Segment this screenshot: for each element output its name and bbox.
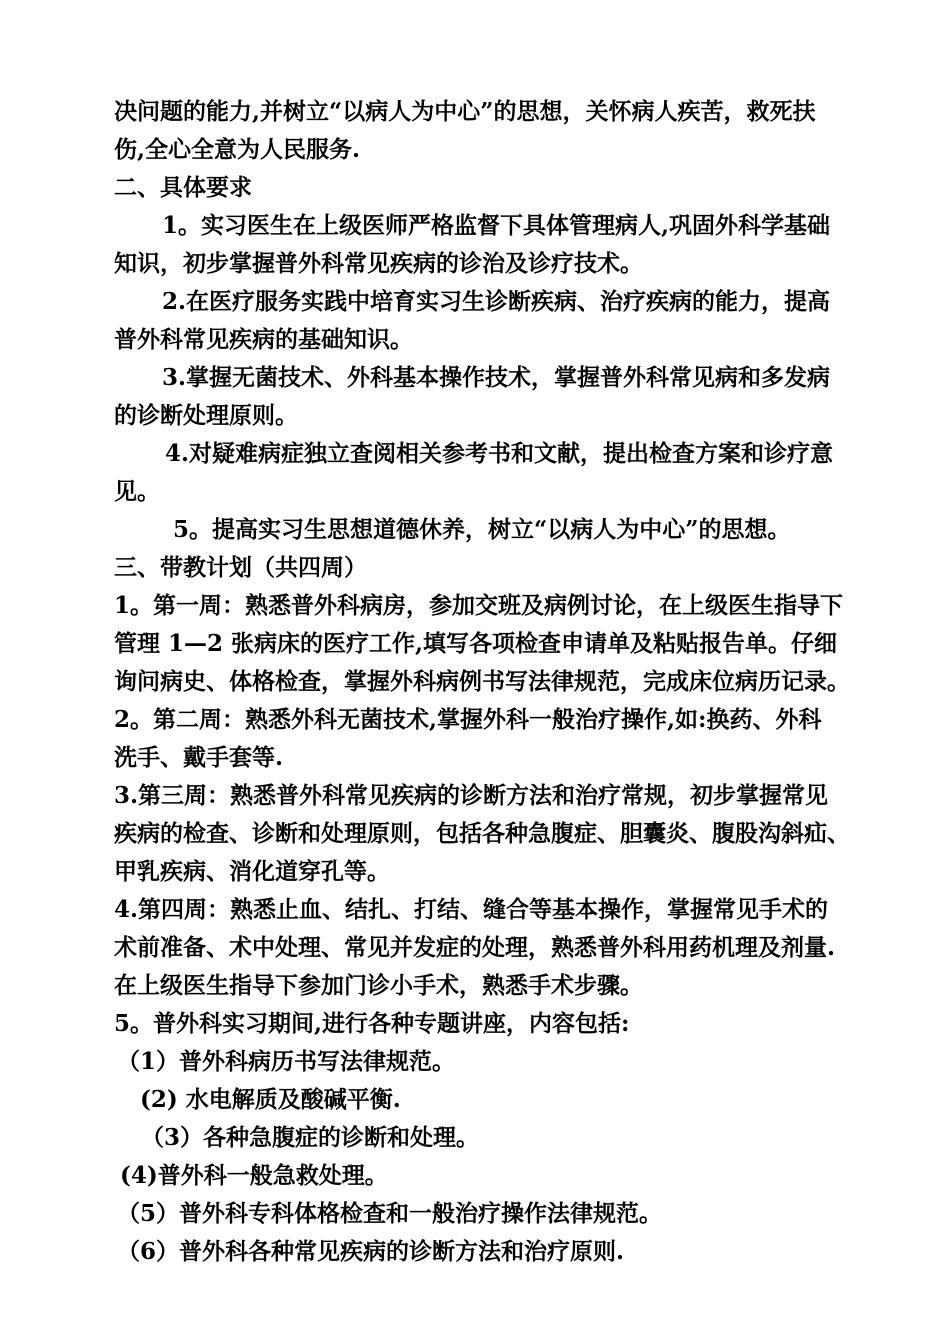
text-line: 的诊断处理原则。	[114, 402, 298, 429]
section-heading: 二、具体要求	[114, 174, 252, 201]
requirement-item: 2.在医疗服务实践中培育实习生诊断疾病、治疗疾病的能力，提高	[162, 288, 831, 315]
requirement-item: 1。实习医生在上级医师严格监督下具体管理病人,巩固外科学基础	[162, 212, 831, 239]
requirement-item: 4.对疑难病症独立查阅相关参考书和文献，提出检查方案和诊疗意	[165, 440, 834, 467]
text-line: 询问病史、体格检查，掌握外科病例书写法律规范，完成床位病历记录。	[114, 668, 850, 695]
text-line: 伤,全心全意为人民服务.	[114, 136, 361, 163]
lecture-item: （6）普外科各种常见疾病的诊断方法和治疗原则.	[117, 1238, 625, 1265]
text-line: 在上级医生指导下参加门诊小手术，熟悉手术步骤。	[114, 972, 643, 999]
text-line: 洗手、戴手套等.	[114, 744, 284, 771]
lecture-item: (2) 水电解质及酸碱平衡.	[140, 1086, 401, 1113]
lecture-item: （3）各种急腹症的诊断和处理。	[141, 1124, 480, 1151]
text-line: 知识，初步掌握普外科常见疾病的诊治及诊疗技术。	[114, 250, 643, 277]
text-line: 普外科常见疾病的基础知识。	[114, 326, 413, 353]
lecture-item: (4)普外科一般急救处理。	[120, 1162, 388, 1189]
text-line: 见。	[114, 478, 160, 505]
plan-item: 1。第一周：熟悉普外科病房，参加交班及病例讨论，在上级医生指导下	[114, 592, 844, 619]
plan-item: 2。第二周：熟悉外科无菌技术,掌握外科一般治疗操作,如:换药、外科	[114, 706, 822, 733]
requirement-item: 5。提高实习生思想道德休养，树立“以病人为中心”的思想。	[173, 516, 791, 543]
requirement-item: 3.掌握无菌技术、外科基本操作技术，掌握普外科常见病和多发病	[162, 364, 831, 391]
text-line: 决问题的能力,并树立“以病人为中心”的思想，关怀病人疾苦，救死扶	[114, 98, 816, 125]
plan-item: 5。普外科实习期间,进行各种专题讲座，内容包括:	[114, 1010, 630, 1037]
plan-item: 4.第四周：熟悉止血、结扎、打结、缝合等基本操作，掌握常见手术的	[114, 896, 829, 923]
text-line: 疾病的检查、诊断和处理原则，包括各种急腹症、胆囊炎、腹股沟斜疝、	[114, 820, 850, 847]
text-line: 甲乳疾病、消化道穿孔等。	[114, 858, 390, 885]
plan-item: 3.第三周：熟悉普外科常见疾病的诊断方法和治疗常规，初步掌握常见	[114, 782, 829, 809]
text-line: 术前准备、术中处理、常见并发症的处理，熟悉普外科用药机理及剂量.	[114, 934, 836, 961]
lecture-item: （1）普外科病历书写法律规范。	[117, 1048, 456, 1075]
text-line: 管理 1—2 张病床的医疗工作,填写各项检查申请单及粘贴报告单。仔细	[114, 630, 838, 657]
lecture-item: （5）普外科专科体格检查和一般治疗操作法律规范。	[117, 1200, 663, 1227]
section-heading: 三、带教计划（共四周）	[114, 554, 367, 581]
